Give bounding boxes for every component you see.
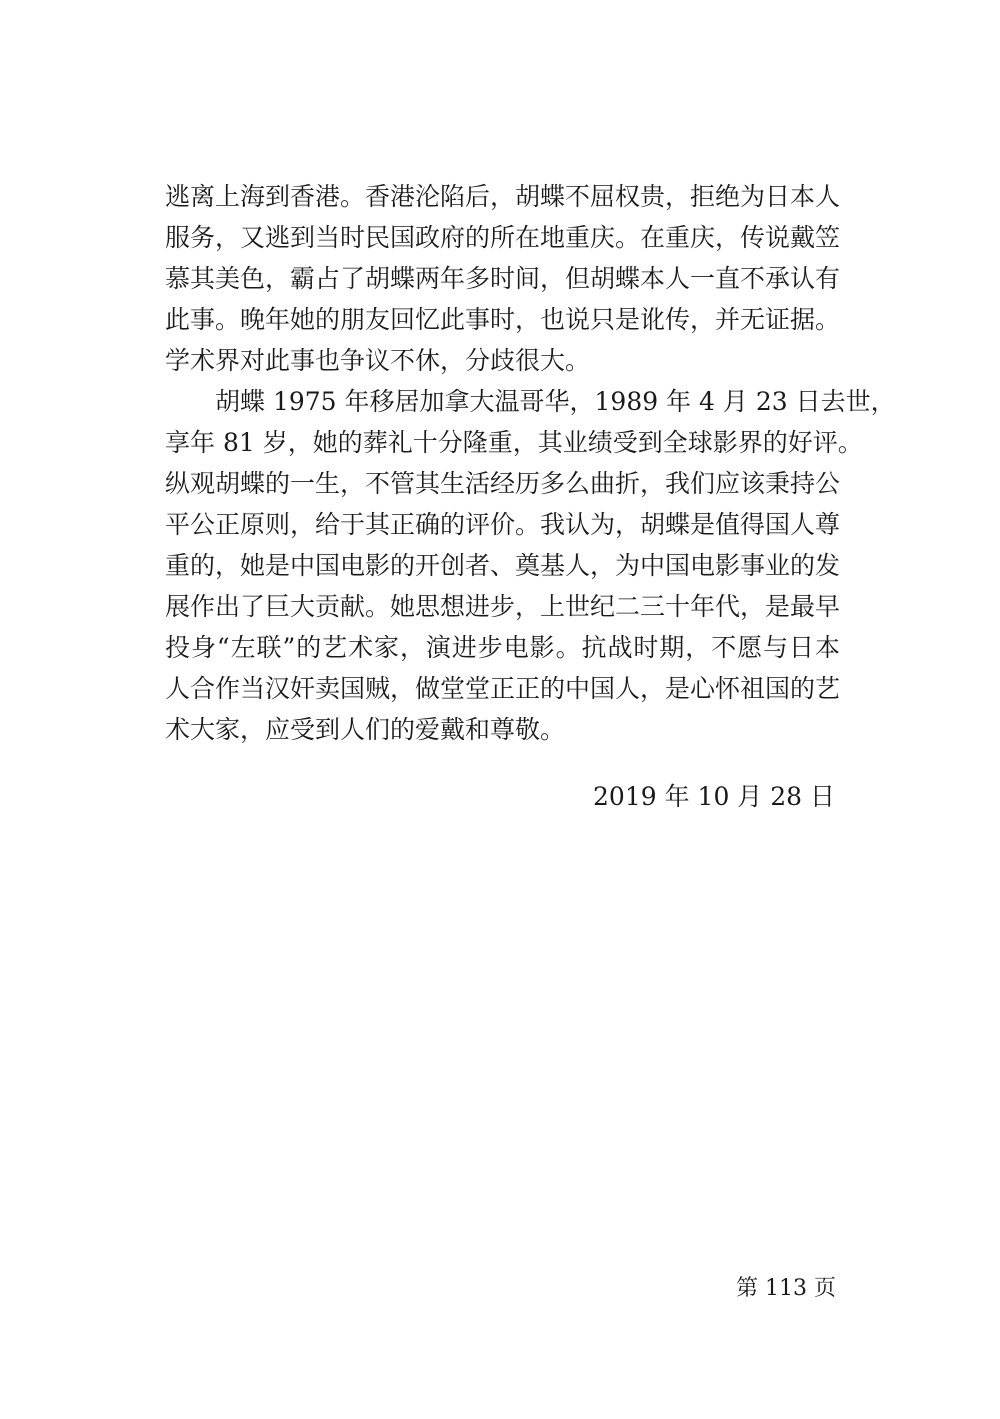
text-line: 平公正原则，给于其正确的评价。我认为，胡蝶是值得国人尊 bbox=[165, 510, 841, 539]
text-line: 纵观胡蝶的一生，不管其生活经历多么曲折，我们应该秉持公 bbox=[165, 469, 841, 498]
text-line: 服务，又逃到当时民国政府的所在地重庆。在重庆，传说戴笠 bbox=[165, 223, 841, 252]
text-line: 展作出了巨大贡献。她思想进步，上世纪二三十年代，是最早 bbox=[165, 592, 841, 621]
paragraph-2 bbox=[165, 381, 896, 750]
text-line: 逃离上海到香港。香港沦陷后，胡蝶不屈权贵，拒绝为日本人 bbox=[165, 182, 841, 211]
text-line: 术大家，应受到人们的爱戴和尊敬。 bbox=[165, 715, 566, 744]
text-line: 胡蝶 1975 年移居加拿大温哥华，1989 年 4 月 23 日去世， bbox=[215, 387, 896, 416]
page-number: 第 113 页 bbox=[736, 1276, 836, 1301]
document-date: 2019 年 10 月 28 日 bbox=[593, 782, 835, 811]
text-line: 享年 81 岁，她的葬礼十分隆重，其业绩受到全球影界的好评。 bbox=[165, 428, 863, 457]
text-line: 投身“左联”的艺术家，演进步电影。抗战时期，不愿与日本 bbox=[165, 633, 840, 662]
text-line: 慕其美色，霸占了胡蝶两年多时间，但胡蝶本人一直不承认有 bbox=[165, 264, 841, 293]
text-line: 人合作当汉奸卖国贼，做堂堂正正的中国人，是心怀祖国的艺 bbox=[165, 674, 841, 703]
paragraph-1 bbox=[165, 176, 840, 381]
body-text bbox=[165, 176, 896, 750]
text-line: 重的，她是中国电影的开创者、奠基人，为中国电影事业的发 bbox=[165, 551, 841, 580]
text-line: 此事。晚年她的朋友回忆此事时，也说只是讹传，并无证据。 bbox=[165, 305, 841, 334]
text-line: 学术界对此事也争议不休，分歧很大。 bbox=[165, 346, 591, 375]
